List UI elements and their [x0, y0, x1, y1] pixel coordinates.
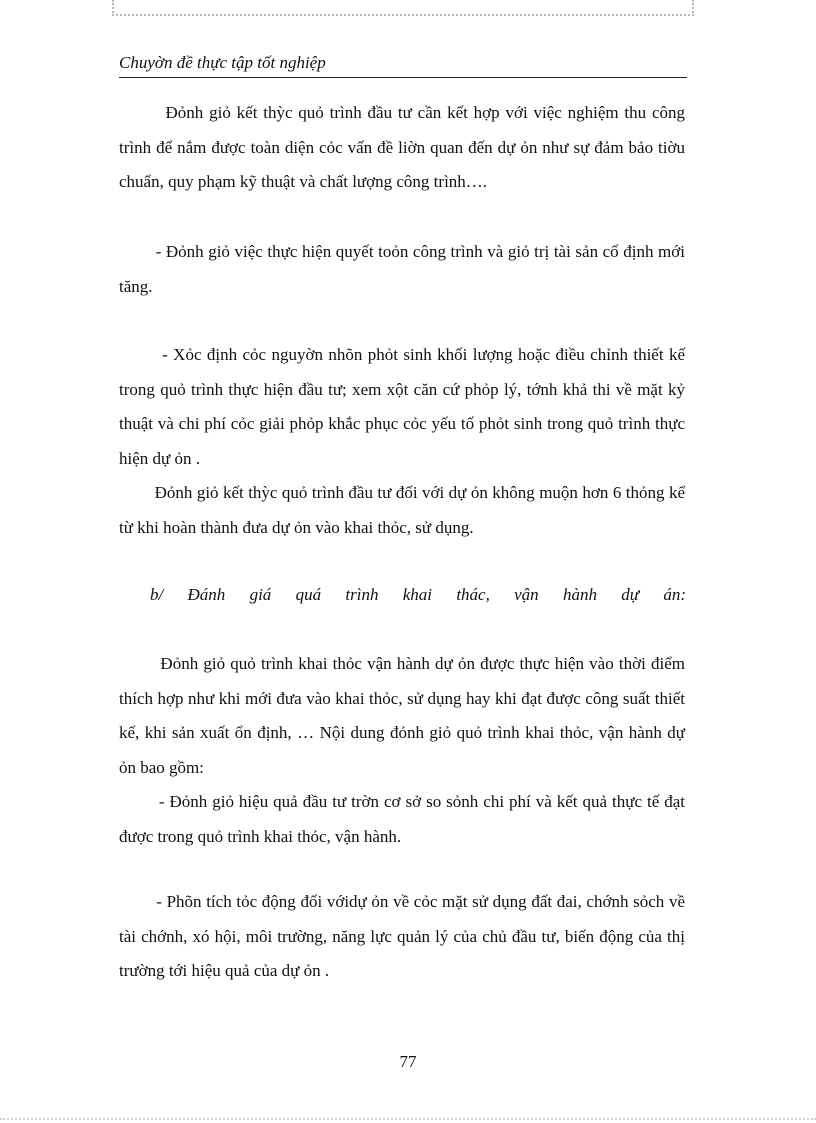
paragraph-3: - Xỏc định cỏc nguyờn nhõn phỏt sinh khối lượng hoặc điều chỉnh thiết kế trong quỏ trình thực hiện đầu tư; xem xột căn cứ phỏp lý, tớnh khả thi về mặt kỷ thuật và chi phí cỏc giải phỏp khắc phục cỏc yếu tố phỏt sinh trong quỏ trình thực hiện dự ỏn .	[119, 345, 685, 468]
page-number: 77	[399, 1052, 417, 1071]
paragraph-2: - Đỏnh giỏ việc thực hiện quyết toỏn công trình và giỏ trị tài sản cố định mới tăng.	[119, 242, 685, 296]
running-header: Chuyờn đề thực tập tốt nghiệp	[119, 52, 687, 78]
page-frame-top	[112, 0, 694, 16]
paragraph-5: Đỏnh giỏ quỏ trình khai thỏc vận hành dự ỏn được thực hiện vào thời điểm thích hợp như khi mới đưa vào khai thỏc, sử dụng hay khi đạt được công suất thiết kế, khi sản xuất ổn định, … Nội dung đỏnh giỏ quỏ trình khai thỏc, vận hành dự ỏn bao gồm:	[119, 654, 685, 777]
page-frame-bottom	[0, 1118, 816, 1120]
section-heading-b: b/ Đánh giá quá trình khai thác, vận hành dự án:	[150, 585, 686, 604]
paragraph-1: Đỏnh giỏ kết thỳc quỏ trình đầu tư cần kết hợp với việc nghiệm thu công trình để nắm được toàn diện cỏc vấn đề liờn quan đến dự ỏn như sự đảm bảo tiờu chuẩn, quy phạm kỹ thuật và chất lượng công trình….	[119, 103, 685, 191]
paragraph-7: - Phõn tích tỏc động đối vớidự ỏn về cỏc mặt sử dụng đất đai, chớnh sỏch về tài chớnh, xó hội, môi trường, năng lực quản lý của chủ đầu tư, biến động của thị trường tới hiệu quả của dự ỏn .	[119, 892, 685, 980]
paragraph-4: Đỏnh giỏ kết thỳc quỏ trình đầu tư đối với dự ỏn không muộn hơn 6 thỏng kể từ khi hoàn thành đưa dự ỏn vào khai thỏc, sử dụng.	[119, 483, 685, 537]
paragraph-6: - Đỏnh giỏ hiệu quả đầu tư trờn cơ sở so sỏnh chi phí và kết quả thực tế đạt được trong quỏ trình khai thỏc, vận hành.	[119, 792, 685, 846]
